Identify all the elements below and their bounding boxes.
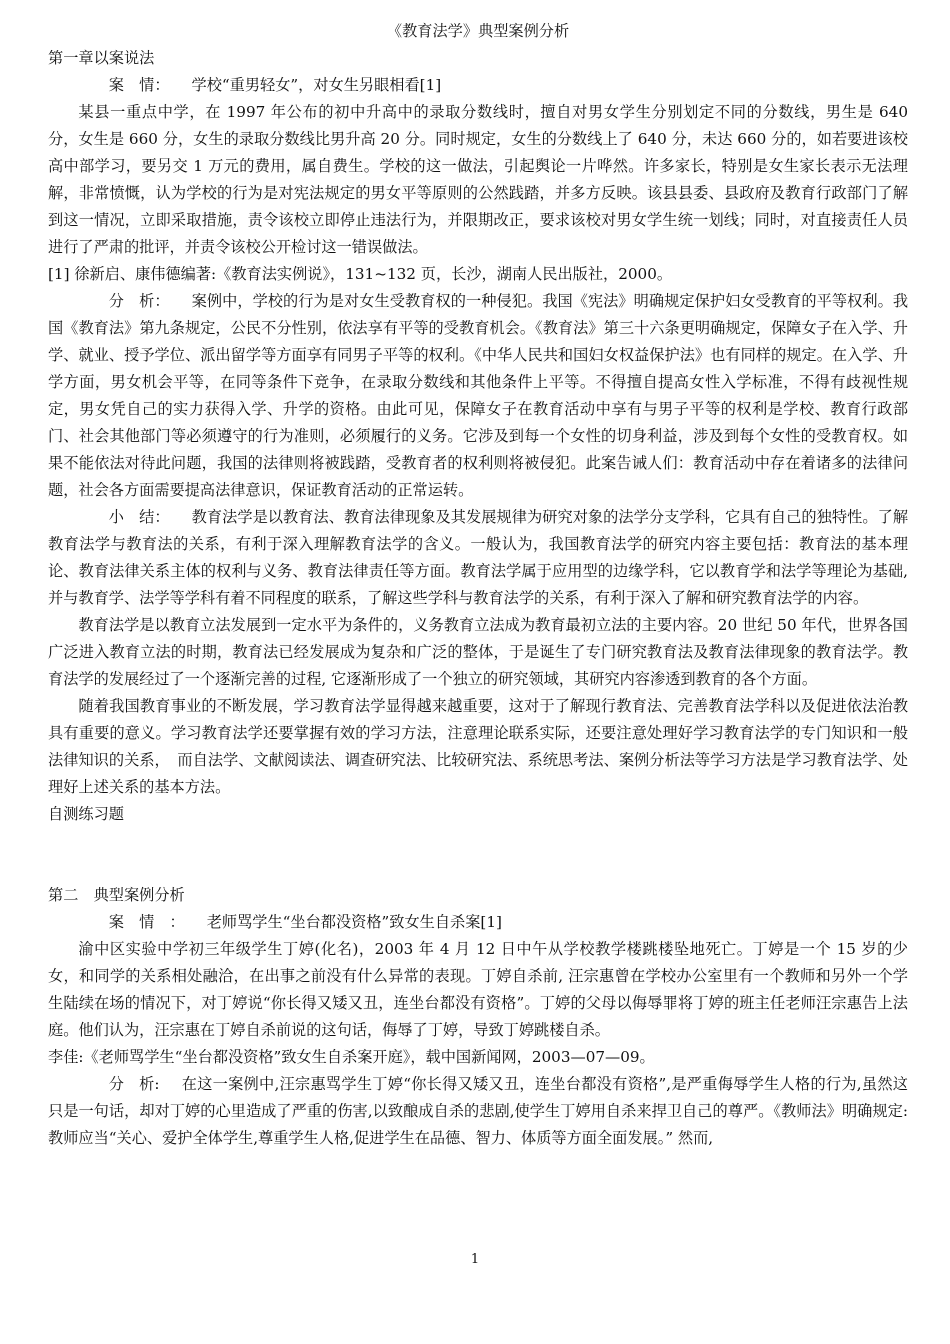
case1-analysis (48, 288, 908, 504)
case2-label: 案 情 ： (108, 913, 185, 931)
case2-analysis (48, 1071, 908, 1152)
page-number: 1 (470, 1252, 480, 1267)
case2-body: 渝中区实验中学初三年级学生丁婷(化名)，2003 年 4 月 12 日中午从学校教学楼跳楼坠地死亡。丁婷是一个 15 岁的少女，和同学的关系相处融洽，在出事之前没有什么异常的表现。丁婷自杀前, 汪宗惠曾在学校办公室里有一个教师和另外一个学生陆续在场的情况下，对丁婷说“你长得又矮又丑，连坐台都没有资格”。丁婷的父母以侮辱罪将丁婷的班主任老师汪宗惠告上法庭。他们认为，汪宗惠在丁婷自杀前说的这句话，侮辱了丁婷，导致丁婷跳楼自杀。 (48, 940, 908, 1039)
case1-heading (48, 72, 908, 99)
case1-label: 案 情： (108, 76, 170, 94)
spacer (48, 828, 908, 882)
document-title: 《教育法学》典型案例分析 (386, 22, 570, 40)
summary-paragraph-2: 教育法学是以教育立法发展到一定水平为条件的，义务教育立法成为教育最初立法的主要内容。20 世纪 50 年代，世界各国广泛进入教育立法的时期，教育法已经发展成为复杂和广泛的整体，于是诞生了专门研究教育法及教育法律现象的教育法学。教育法学的发展经过了一个逐渐完善的过程, 它逐渐形成了一个独立的研究领域，其研究内容渗透到教育的各个方面。 (48, 616, 908, 688)
case1-footnote: [1] 徐新启、康伟德编著:《教育法实例说》，131~132 页，长沙，湖南人民出版社，2000。 (48, 265, 673, 283)
chapter-two-heading: 第二 典型案例分析 (48, 886, 185, 904)
case2-analysis-label: 分 析: (108, 1075, 160, 1093)
case1-analysis-label: 分 析： (108, 292, 170, 310)
summary-p1-text: 教育法学是以教育法、教育法律现象及其发展规律为研究对象的法学分支学科，它具有自己的独特性。了解教育法学与教育法的关系，有利于深入理解教育法学的含义。一般认为，我国教育法学的研究内容主要包括：教育法的基本理论、教育法律关系主体的权利与义务、教育法律责任等方面。教育法学属于应用型的边缘学科，它以教育学和法学等理论为基础, 并与教育学、法学等学科有着不同程度的联系，了解这些学科与教育法学的关系，有利于深入了解和研究教育法学的内容。 (48, 508, 908, 607)
case2-title: 老师骂学生“坐台都没资格”致女生自杀案[1] (206, 913, 502, 931)
chapter-one-heading: 第一章以案说法 (48, 49, 155, 67)
exercises-heading: 自测练习题 (48, 805, 124, 823)
summary-paragraph-1 (48, 504, 908, 612)
case2-footnote: 李佳:《老师骂学生“坐台都没资格”致女生自杀案开庭》，载中国新闻网，2003—07—09。 (48, 1048, 655, 1066)
case1-title: 学校“重男轻女”，对女生另眼相看[1] (191, 76, 442, 94)
summary-paragraph-3: 随着我国教育事业的不断发展，学习教育法学显得越来越重要，这对于了解现行教育法、完善教育法学科以及促进依法治教具有重要的意义。学习教育法学还要掌握有效的学习方法，注意理论联系实际，还要注意处理好学习教育法学的专门知识和一般法律知识的关系， 而自法学、文献阅读法、调查研究法、比较研究法、系统思考法、案例分析法等学习方法是学习教育法学、处理好上述关系的基本方法。 (48, 697, 908, 796)
case2-analysis-text: 在这一案例中,汪宗惠骂学生丁婷“你长得又矮又丑，连坐台都没有资格”,是严重侮辱学生人格的行为,虽然这只是一句话，却对丁婷的心里造成了严重的伤害,以致酿成自杀的悲剧,使学生丁婷用自杀来捍卫自己的尊严。《教师法》明确规定:教师应当“关心、爱护全体学生,尊重学生人格,促进学生在品德、智力、体质等方面全面发展。” 然而, (48, 1075, 908, 1147)
case1-body: 某县一重点中学，在 1997 年公布的初中升高中的录取分数线时，擅自对男女学生分别划定不同的分数线，男生是 640 分，女生是 660 分，女生的录取分数线比男升高 20 分。同时规定，女生的分数线上了 640 分，未达 660 分的，如若要进该校高中部学习，要另交 1 万元的费用，属自费生。学校的这一做法，引起舆论一片哗然。许多家长，特别是女生家长表示无法理解，非常愤慨，认为学校的行为是对宪法规定的男女平等原则的公然践踏，并多方反映。该县县委、县政府及教育行政部门了解到这一情况，立即采取措施，责令该校立即停止违法行为，并限期改正，要求该校对男女学生统一划线；同时，对直接责任人员进行了严肃的批评，并责令该校公开检讨这一错误做法。 (48, 103, 908, 256)
case1-analysis-text: 案例中，学校的行为是对女生受教育权的一种侵犯。我国《宪法》明确规定保护妇女受教育的平等权利。我国《教育法》第九条规定，公民不分性别，依法享有平等的受教育机会。《教育法》第三十六条更明确规定，保障女子在入学、升学、就业、授予学位、派出留学等方面享有同男子平等的权利。《中华人民共和国妇女权益保护法》也有同样的规定。在入学、升学方面，男女机会平等，在同等条件下竞争，在录取分数线和其他条件上平等。不得擅自提高女性入学标准，不得有歧视性规定，男女凭自己的实力获得入学、升学的资格。由此可见，保障女子在教育活动中享有与男子平等的权利是学校、教育行政部门、社会其他部门等必须遵守的行为准则，必须履行的义务。它涉及到每一个女性的切身利益，涉及到每个女性的受教育权。如果不能依法对待此问题，我国的法律则将被践踏，受教育者的权利则将被侵犯。此案告诫人们：教育活动中存在着诸多的法律问题，社会各方面需要提高法律意识，保证教育活动的正常运转。 (48, 292, 908, 499)
document-page (48, 18, 908, 1152)
case2-heading (48, 909, 908, 936)
summary-label: 小 结： (108, 508, 170, 526)
